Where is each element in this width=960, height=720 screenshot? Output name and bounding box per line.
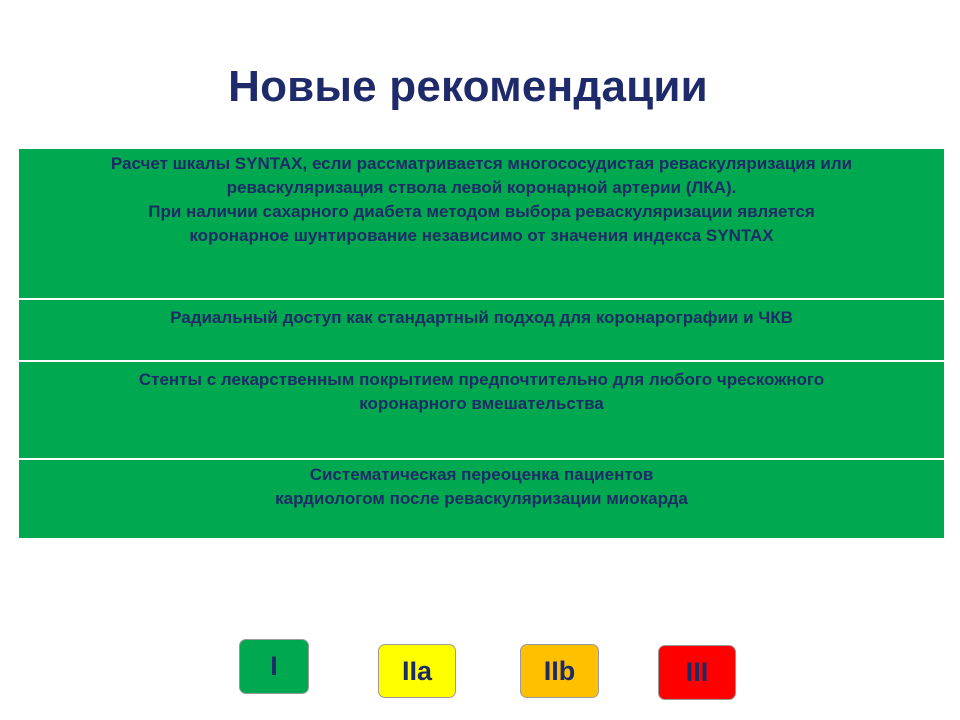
class-badge-iii: III	[658, 645, 736, 700]
recommendation-text-line: Расчет шкалы SYNTAX, если рассматривается многососудистая реваскуляризация или	[110, 154, 853, 173]
recommendation-text-line: коронарное шунтирование независимо от значения индекса SYNTAX	[189, 226, 774, 245]
recommendation-row-reassessment	[19, 460, 944, 538]
recommendation-text-line: Систематическая переоценка пациентов	[309, 465, 654, 484]
recommendation-row-drug-eluting-stents	[19, 362, 944, 460]
recommendation-text-line: Стенты с лекарственным покрытием предпочтительно для любого чрескожного	[138, 370, 825, 389]
recommendation-text-line: Радиальный доступ как стандартный подход для коронарографии и ЧКВ	[170, 308, 793, 327]
recommendation-row-syntax	[19, 149, 944, 300]
class-badge-iia: IIa	[378, 644, 456, 698]
page-title: Новые рекомендации	[228, 62, 708, 111]
recommendation-text-line: реваскуляризация ствола левой коронарной артерии (ЛКА).	[226, 178, 737, 197]
recommendation-text-line: коронарного вмешательства	[359, 394, 604, 413]
class-badge-i: I	[239, 639, 309, 694]
class-badge-iib: IIb	[520, 644, 599, 698]
recommendation-row-radial-access	[19, 300, 944, 362]
recommendation-text-line: кардиологом после реваскуляризации миокарда	[275, 489, 688, 508]
recommendations-table	[19, 149, 944, 538]
recommendation-text-line: При наличии сахарного диабета методом выбора реваскуляризации является	[148, 202, 815, 221]
